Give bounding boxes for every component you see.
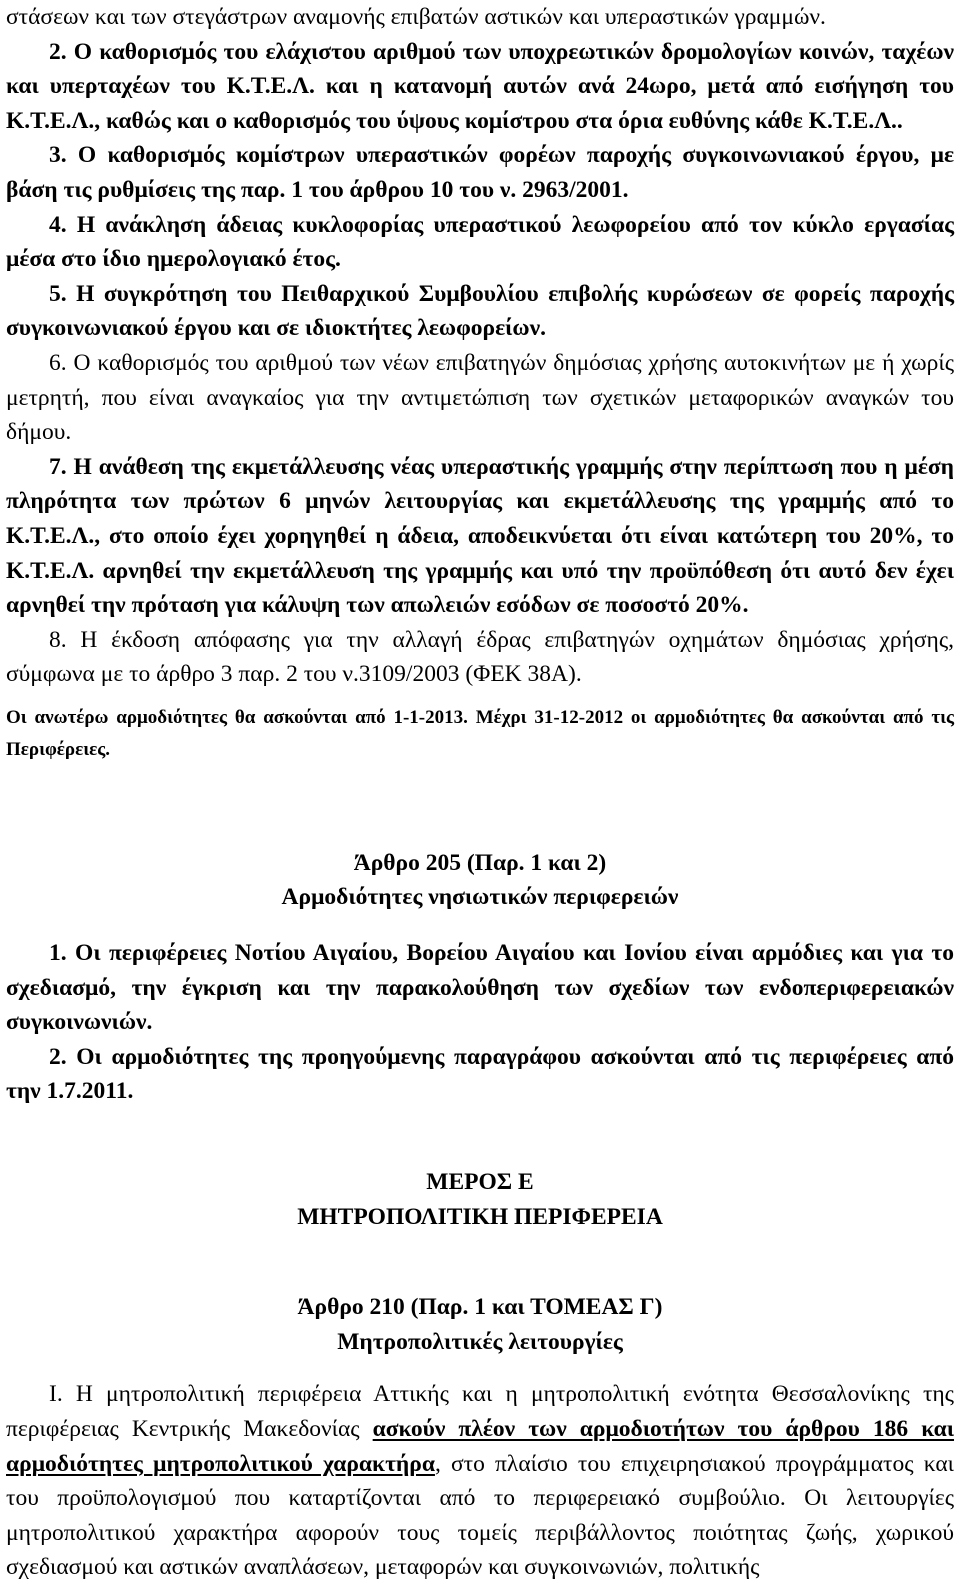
spacer	[6, 915, 954, 936]
paragraph-item-5: 5. Η συγκρότηση του Πειθαρχικού Συμβουλίου επιβολής κυρώσεων σε φορείς παροχής συγκοινωνιακού έργου και σε ιδιοκτήτες λεωφορείων.	[6, 280, 954, 342]
article-205-paragraph-1: 1. Οι περιφέρειες Νοτίου Αιγαίου, Βορείου Αιγαίου και Ιονίου είναι αρμόδιες και για το σχεδιασμό, την έγκριση και την παρακολούθηση των σχεδίων των ενδοπεριφερειακών συγκοινωνιών.	[6, 940, 954, 1036]
competence-note: Οι ανωτέρω αρμοδιότητες θα ασκούνται από 1-1-2013. Μέχρι 31-12-2012 οι αρμοδιότητες θα ασκούνται από τις Περιφέρειες.	[6, 706, 954, 760]
article-205-paragraph-2: 2. Οι αρμοδιότητες της προηγούμενης παραγράφου ασκούνται από τις περιφέρειες από την 1.7.2011.	[6, 1043, 954, 1105]
article-210-title: Άρθρο 210 (Παρ. 1 και ΤΟΜΕΑΣ Γ)	[297, 1294, 663, 1321]
paragraph-item-2: 2. Ο καθορισμός του ελάχιστου αριθμού των υποχρεωτικών δρομολογίων κοινών, ταχέων και υπερταχέων του Κ.Τ.Ε.Λ. και η κατανομή αυτών ανά 24ωρο, μετά από εισήγηση του Κ.Τ.Ε.Λ., καθώς και ο καθορισμός του ύψους κομίστρου στα όρια ευθύνης κάθε Κ.Τ.Ε.Λ..	[6, 38, 954, 134]
document-page	[6, 0, 954, 1585]
part-subtitle: ΜΗΤΡΟΠΟΛΙΤΙΚΗ ΠΕΡΙΦΕΡΕΙΑ	[297, 1203, 663, 1230]
paragraph-continuation: στάσεων και των στεγάστρων αναμονής επιβατών αστικών και υπεραστικών γραμμών.	[6, 4, 826, 30]
article-205-title: Άρθρο 205 (Παρ. 1 και 2)	[353, 849, 607, 876]
paragraph-item-4: 4. Η ανάκληση άδειας κυκλοφορίας υπεραστικού λεωφορείου από τον κύκλο εργασίας μέσα στο ίδιο ημερολογιακό έτος.	[6, 211, 954, 273]
spacer	[6, 766, 954, 846]
article-210-subtitle: Μητροπολιτικές λειτουργίες	[337, 1328, 623, 1355]
part-title: ΜΕΡΟΣ Ε	[426, 1169, 534, 1196]
spacer	[6, 1109, 954, 1165]
article-210-paragraph-1	[6, 1377, 954, 1585]
article-205-subtitle: Αρμοδιότητες νησιωτικών περιφερειών	[281, 884, 679, 911]
paragraph-item-8: 8. Η έκδοση απόφασης για την αλλαγή έδρας επιβατηγών οχημάτων δημόσιας χρήσης, σύμφωνα με το άρθρο 3 παρ. 2 του ν.3109/2003 (ΦΕΚ 38Α).	[6, 626, 954, 688]
spacer	[6, 1359, 954, 1377]
paragraph-item-6: 6. Ο καθορισμός του αριθμού των νέων επιβατηγών δημόσιας χρήσης αυτοκινήτων με ή χωρίς μετρητή, που είναι αναγκαίος για την αντιμετώπιση των σχετικών μεταφορικών αναγκών του δήμου.	[6, 349, 954, 446]
article-210-emphasis: ασκούν πλέον των αρμοδιοτήτων του άρθρου 186 και αρμοδιότητες μητροπολιτικού χαρακτήρα	[6, 1416, 955, 1477]
article-210-text-end: , στο πλαίσιο του επιχειρησιακού προγράμματος και του προϋπολογισμού που καταρτίζονται από το περιφερειακό συμβούλιο. Οι λειτουργίες μητροπολιτικού χαρακτήρα αφορούν τους τομείς περιβάλλοντος ποιότητας ζωής, χωρικού σχεδιασμού και αστικών αναπλάσεων, μεταφορών και συγκοινωνιών, πολιτικής	[6, 1450, 955, 1581]
paragraph-item-3: 3. Ο καθορισμός κομίστρων υπεραστικών φορέων παροχής συγκοινωνιακού έργου, με βάση τις ρυθμίσεις της παρ. 1 του άρθρου 10 του ν. 2963/2001.	[6, 142, 954, 203]
spacer	[6, 1234, 954, 1290]
article-210-text-start: Ι. Η μητροπολιτική περιφέρεια Αττικής και η μητροπολιτική ενότητα Θεσσαλονίκης της περιφέρειας Κεντρικής Μακεδονίας	[6, 1381, 954, 1442]
paragraph-item-7: 7. Η ανάθεση της εκμετάλλευσης νέας υπεραστικής γραμμής στην περίπτωση που η μέση πληρότητα των πρώτων 6 μηνών λειτουργίας και εκμετάλλευσης της γραμμής από το Κ.Τ.Ε.Λ., στο οποίο έχει χορηγηθεί η άδεια, αποδεικνύεται ότι είναι κατώτερη του 20%, το Κ.Τ.Ε.Λ. αρνηθεί την εκμετάλλευση της γραμμής και υπό την προϋπόθεση ότι αυτό δεν έχει αρνηθεί την πρόταση για κάλυψη των απωλειών εσόδων σε ποσοστό 20%.	[6, 453, 954, 619]
